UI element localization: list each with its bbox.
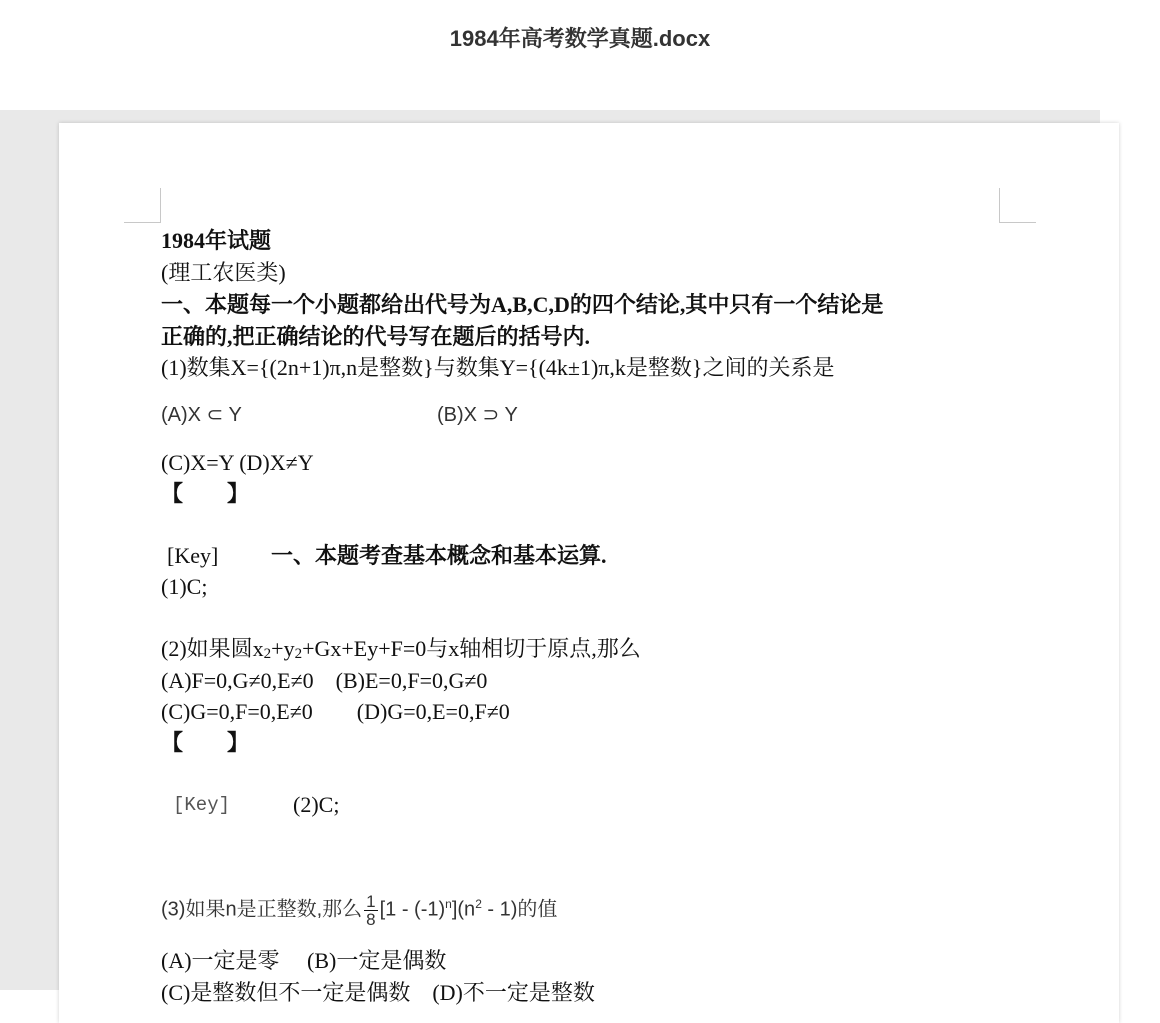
q3-frac-num: 1 xyxy=(366,891,376,911)
q2-stem xyxy=(161,634,641,669)
q2-answer-bracket: 【 】 xyxy=(161,730,250,755)
q3-options-ab: (A)一定是零 (B)一定是偶数 xyxy=(161,948,447,973)
q3-stem xyxy=(161,882,557,932)
q3-exp-2: 2 xyxy=(475,897,482,911)
key2-answer: (2)C; xyxy=(293,792,340,817)
q1-option-a: (A)X ⊂ Y xyxy=(161,404,242,426)
q2-stem-mid: +y xyxy=(271,636,295,661)
q3-expr3: - 1)的值 xyxy=(481,898,558,921)
q3-fraction xyxy=(364,893,377,928)
q2-stem-pre: (2)如果圆x xyxy=(161,636,264,661)
key2-label: [Key] xyxy=(173,794,231,816)
subheading: (理工农医类) xyxy=(161,260,286,285)
section1-line1: 一、本题每一个小题都给出代号为A,B,C,D的四个结论,其中只有一个结论是 xyxy=(161,292,884,317)
q1-option-b: (B)X ⊃ Y xyxy=(437,404,518,426)
q3-exp-n: n xyxy=(445,897,452,911)
q3-options-cd: (C)是整数但不一定是偶数 (D)不一定是整数 xyxy=(161,980,595,1005)
section1-line2: 正确的,把正确结论的代号写在题后的括号内. xyxy=(161,324,591,349)
q1-stem: (1)数集X={(2n+1)π,n是整数}与数集Y={(4k±1)π,k是整数}之间的关系是 xyxy=(161,355,835,380)
q3-expr2: ](n xyxy=(451,898,476,921)
q1-answer-bracket: 【 】 xyxy=(161,481,250,506)
key1-text: 一、本题考查基本概念和基本运算. xyxy=(271,543,607,568)
q2-options-ab: (A)F=0,G≠0,E≠0 (B)E=0,F=0,G≠0 xyxy=(161,668,488,693)
key1-answer: (1)C; xyxy=(161,574,208,599)
document-page xyxy=(59,123,1119,1023)
margin-corner-top-right xyxy=(999,188,1036,223)
q2-sup2: 2 xyxy=(294,646,303,662)
heading: 1984年试题 xyxy=(161,228,272,253)
q3-stem-pre: (3)如果n是正整数,那么 xyxy=(161,898,363,921)
key1-label: [Key] xyxy=(167,543,219,568)
document-viewport[interactable] xyxy=(0,110,1100,1005)
q1-options-cd: (C)X=Y (D)X≠Y xyxy=(161,450,314,475)
document-title: 1984年高考数学真题.docx xyxy=(449,26,711,51)
margin-corner-top-left xyxy=(124,188,161,223)
q2-stem-post: +Gx+Ey+F=0与x轴相切于原点,那么 xyxy=(302,636,641,661)
q2-options-cd: (C)G=0,F=0,E≠0 (D)G=0,E=0,F≠0 xyxy=(161,699,510,724)
q3-expr: [1 - (-1) xyxy=(379,898,446,921)
q3-frac-den: 8 xyxy=(366,909,376,929)
title-bar xyxy=(0,0,1100,110)
q2-sup1: 2 xyxy=(263,646,272,662)
